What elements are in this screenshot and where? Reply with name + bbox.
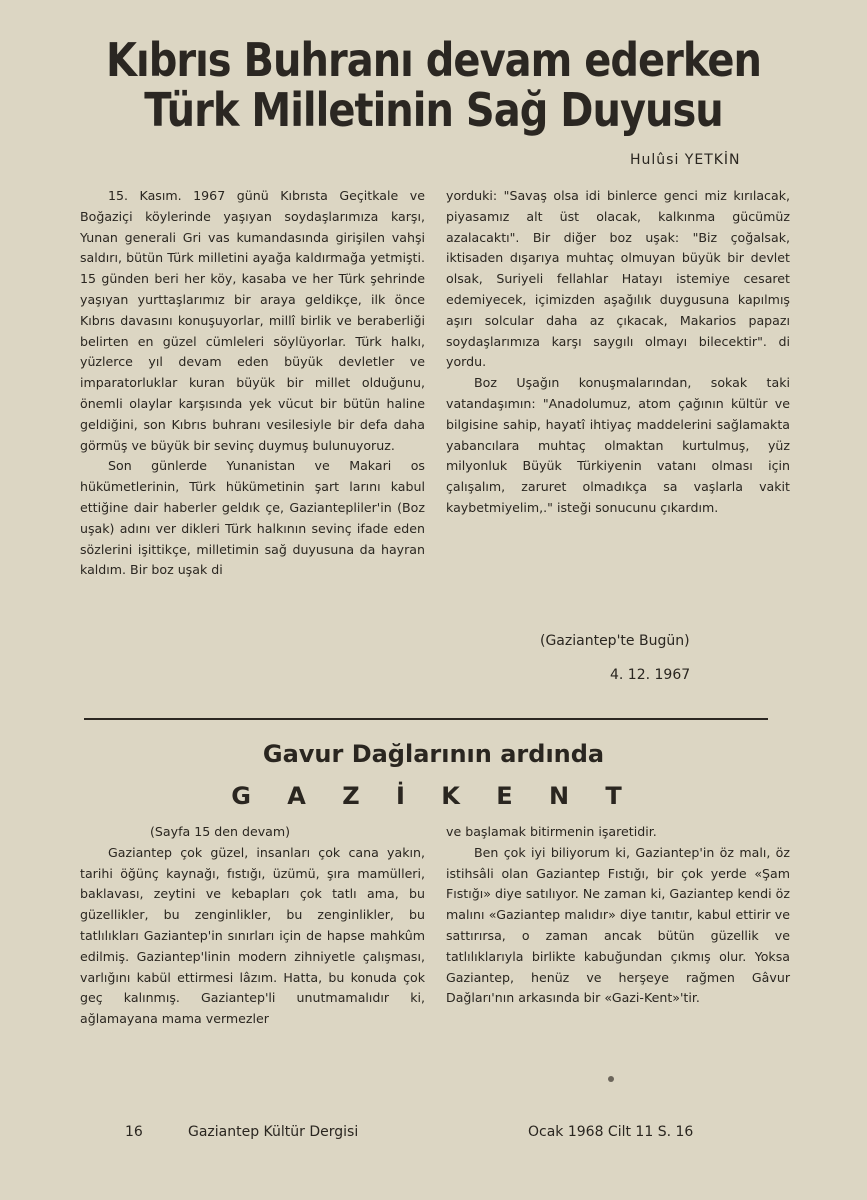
- article2-column-right: [446, 822, 790, 1009]
- issue-info: Ocak 1968 Cilt 11 S. 16: [528, 1124, 694, 1140]
- article2-title: Gavur Dağlarının ardında: [262, 740, 605, 768]
- paragraph: Son günlerde Yunanistan ve Makari os hükümetlerinin, Türk hükümetinin şart larını kabul ettiğine dair haberler geldık çe, Gaziantepliler'in (Boz uşak) adını ver dikleri Türk halkının sevinç ifade eden sözlerini işittikçe, milletimin sağ duyusuna da hayran kaldım. Bir boz uşak di: [80, 458, 425, 578]
- paragraph: Ben çok iyi biliyorum ki, Gaziantep'in öz malı, öz istihsâli olan Gaziantep Fıstığı, bir çok yerde «Şam Fıstığı» diye satılıyor. Ne zaman ki, Gaziantep kendi öz malını «Gaziantep malıdır» diye tanıtır, kabul ettirir ve sattırırsa, o zaman ancak bütün güzellik ve tatlılıklarıyla birlikte kabuğundan çıkmış olur. Yoksa Gaziantep, henüz ve herşeye rağmen Gâvur Dağları'nın arkasında bir «Gazi-Kent»'tir.: [446, 844, 790, 1006]
- source-credit: (Gaziantep'te Bugün): [540, 633, 690, 649]
- continuation-note: (Sayfa 15 den devam): [150, 824, 291, 839]
- paragraph: Gaziantep çok güzel, insanları çok cana yakın, tarihi öğünç kaynağı, fıstığı, üzümü, şıra mamülleri, baklavası, zeytini ve kebapları çok tatlı ama, bu güzellikler, bu zenginlikler, bu zenginlikler, bu tatlılıkları Gaziantep'in sınırları için de hapse mahkûm edilmiş. Gaziantep'linin modern zihniyetle çalışması, varlığını kabül ettirmesi lâzım. Hatta, bu konuda çok geç kalınmış. Gaziantep'li unutmamalıdır ki, ağlamayana mama vermezler: [80, 844, 425, 1027]
- paragraph: yorduki: "Savaş olsa idi binlerce genci miz kırılacak, piyasamız alt üst olacak, kalkınma gücümüz azalacaktı". Bir diğer boz uşak: "Biz çoğalsak, iktisaden dışarıya muhtaç olmuyan büyük bir devlet olsak, Suriyeli fellahlar Hatayı istemiye cesaret edemiyecek, içimizden aşağılık duygusuna kapılmış aşırı solcular daha az çıkacak, Makarios papazı soydaşlarımıza karşı saygılı olmayı bilecektir". di yordu.: [446, 188, 790, 370]
- magazine-name: Gaziantep Kültür Dergisi: [188, 1124, 359, 1140]
- article-title-line1: Kıbrıs Buhranı devam ederken: [106, 34, 761, 88]
- paragraph: ve başlamak bitirmenin işaretidir.: [446, 824, 657, 839]
- article2-subtitle: G A Z İ K E N T: [231, 782, 636, 810]
- paragraph: 15. Kasım. 1967 günü Kıbrısta Geçitkale ve Boğaziçi köylerinde yaşıyan soydaşlarımıza karşı, Yunan generali Gri vas kumandasında girişilen vahşi saldırı, bütün Türk milletini ayağa kaldırmağa yetmişti. 15 günden beri her köy, kasaba ve her Türk şehrinde yaşıyan yurttaşlarımız bir araya geldikçe, ilk önce Kıbrıs davasını konuşuyorlar, millî birlik ve beraberliği belirten en güzel cümleleri söylüyorlar. Türk halkı, yüzlerce yıl devam eden büyük devletler ve imparatorluklar kuran büyük bir millet olduğunu, önemli olaylar karşısında yek vücut bir bütün haline geldiğini, son Kıbrıs buhranı vesilesiyle bir defa daha görmüş ve büyük bir sevinç duymuş bulunuyoruz.: [80, 188, 425, 453]
- article1-column-right: [446, 186, 790, 519]
- article2-column-left: [80, 822, 425, 1030]
- article-title-line2: Türk Milletinin Sağ Duyusu: [144, 84, 723, 138]
- ink-spot: [608, 1076, 614, 1082]
- article1-column-left: [80, 186, 425, 581]
- author-byline: Hulûsi YETKİN: [630, 152, 741, 168]
- section-divider: [84, 718, 768, 720]
- article-date: 4. 12. 1967: [610, 667, 691, 683]
- paragraph: Boz Uşağın konuşmalarından, sokak taki vatandaşımın: "Anadolumuz, atom çağının kültür ve bilgisine sahip, hayatî ihtiyaç maddelerini sağlamakta yabancılara muhtaç olmaktan kurtulmuş, yüz milyonluk Büyük Türkiyenin vatanı olması için çalışalım, zaruret olmadıkça sa vaşlarla vakit kaybetmiyelim,." isteği sonucunu çıkardım.: [446, 375, 790, 515]
- page-number: 16: [125, 1124, 143, 1140]
